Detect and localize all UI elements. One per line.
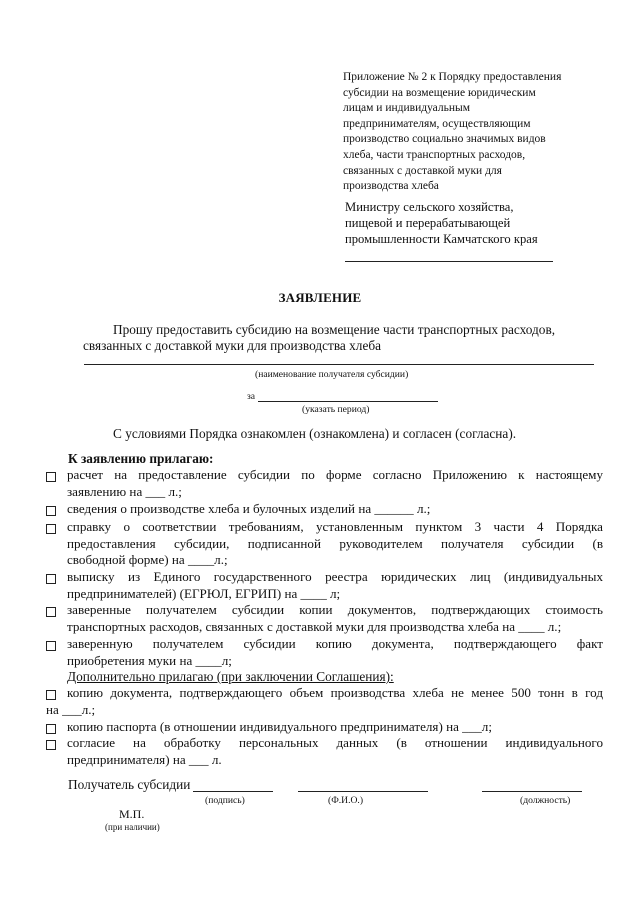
name-line bbox=[298, 791, 428, 792]
additional-line-2: на ___л.; bbox=[46, 702, 96, 717]
checkbox[interactable] bbox=[46, 641, 56, 651]
attachment-line: заверенные получателем субсидии копии документов, подтверждающих стоимость bbox=[67, 602, 603, 617]
stamp-label: М.П. bbox=[119, 807, 145, 821]
appendix-line: предпринимателям, осуществляющим bbox=[343, 117, 531, 130]
appendix-line: производство социально значимых видов bbox=[343, 133, 546, 146]
page-title: ЗАЯВЛЕНИЕ bbox=[278, 290, 362, 305]
additional-line: согласие на обработку персональных данных (в отношении индивидуального bbox=[67, 735, 603, 750]
checkbox[interactable] bbox=[46, 724, 56, 734]
addressee-block bbox=[345, 199, 605, 248]
position-caption: (должность) bbox=[520, 795, 571, 806]
attachment-line: предоставления субсидии, подписанной руководителем получателя субсидии (в bbox=[67, 535, 603, 551]
attachment-line: заявлению на ___ л.; bbox=[67, 483, 182, 499]
position-line bbox=[482, 791, 582, 792]
period-caption: (указать период) bbox=[302, 404, 370, 415]
checkbox[interactable] bbox=[46, 690, 56, 700]
checkbox[interactable] bbox=[46, 740, 56, 750]
appendix-line: хлеба, части транспортных расходов, bbox=[343, 148, 526, 161]
appendix-line: Приложение № 2 к Порядку предоставления bbox=[343, 71, 562, 83]
period-line bbox=[258, 401, 438, 402]
recipient-label: Получатель субсидии bbox=[68, 777, 191, 792]
checkbox[interactable] bbox=[46, 506, 56, 516]
attachment-line: справку о соответствии требованиям, установленным пунктом 3 части 4 Порядка bbox=[67, 519, 603, 534]
addressee-line: промышленности Камчатского края bbox=[345, 232, 538, 247]
attachment-line: выписку из Единого государственного реестра юридических лиц (индивидуальных bbox=[67, 569, 603, 584]
checkbox[interactable] bbox=[46, 472, 56, 482]
attachment-line: сведения о производстве хлеба и булочных изделий на ______ л.; bbox=[67, 501, 431, 516]
request-line-2: связанных с доставкой муки для производства хлеба bbox=[83, 338, 382, 353]
checkbox[interactable] bbox=[46, 574, 56, 584]
recipient-name-line bbox=[84, 364, 594, 365]
additional-item bbox=[67, 735, 603, 768]
attachment-line: расчет на предоставление субсидии по форме согласно Приложению к настоящему bbox=[67, 467, 603, 482]
addressee-line: пищевой и перерабатывающей bbox=[345, 216, 511, 231]
stamp-caption: (при наличии) bbox=[105, 822, 160, 832]
attachments-heading: К заявлению прилагаю: bbox=[68, 451, 214, 466]
additional-line: предпринимателя) на ___ л. bbox=[67, 751, 222, 767]
attachment-item bbox=[67, 602, 603, 635]
recipient-caption: (наименование получателя субсидии) bbox=[255, 369, 409, 380]
signature-line bbox=[193, 791, 273, 792]
attachment-line: свободной форме) на ____л.; bbox=[67, 552, 228, 568]
attachment-line: транспортных расходов, связанных с доставкой муки для производства хлеба на ____ л.; bbox=[67, 618, 562, 634]
appendix-note bbox=[343, 70, 603, 195]
attachment-line: предпринимателей) (ЕГРЮЛ, ЕГРИП) на ____ л; bbox=[67, 585, 341, 601]
additional-item bbox=[67, 719, 603, 736]
request-line-1: Прошу предоставить субсидию на возмещение части транспортных расходов, bbox=[113, 322, 556, 337]
attachment-item bbox=[67, 501, 603, 518]
addressee-line: Министру сельского хозяйства, bbox=[345, 200, 514, 214]
attachment-item bbox=[67, 569, 603, 602]
checkbox[interactable] bbox=[46, 607, 56, 617]
additional-heading: Дополнительно прилагаю (при заключении Соглашения): bbox=[67, 669, 394, 684]
appendix-line: производства хлеба bbox=[343, 180, 439, 193]
attachment-item bbox=[67, 519, 603, 569]
attachment-line: приобретения муки на ____л; bbox=[67, 652, 232, 668]
attachment-item bbox=[67, 636, 603, 669]
appendix-line: субсидии на возмещение юридическим bbox=[343, 86, 536, 99]
period-prefix: за bbox=[247, 391, 256, 402]
agreement-text: С условиями Порядка ознакомлен (ознакомлена) и согласен (согласна). bbox=[113, 426, 517, 441]
attachment-item bbox=[67, 467, 603, 500]
additional-item bbox=[67, 685, 603, 702]
appendix-line: лицам и индивидуальным bbox=[343, 102, 471, 115]
additional-line: копию паспорта (в отношении индивидуального предпринимателя) на ___л; bbox=[67, 719, 492, 734]
additional-line: копию документа, подтверждающего объем производства хлеба не менее 500 тонн в год bbox=[67, 685, 603, 700]
sign-caption: (подпись) bbox=[205, 795, 245, 806]
addressee-underline bbox=[345, 261, 553, 262]
name-caption: (Ф.И.О.) bbox=[328, 795, 364, 806]
attachment-line: заверенную получателем субсидии копию документа, подтверждающего факт bbox=[67, 636, 603, 651]
appendix-line: связанных с доставкой муки для bbox=[343, 164, 502, 177]
checkbox[interactable] bbox=[46, 524, 56, 534]
